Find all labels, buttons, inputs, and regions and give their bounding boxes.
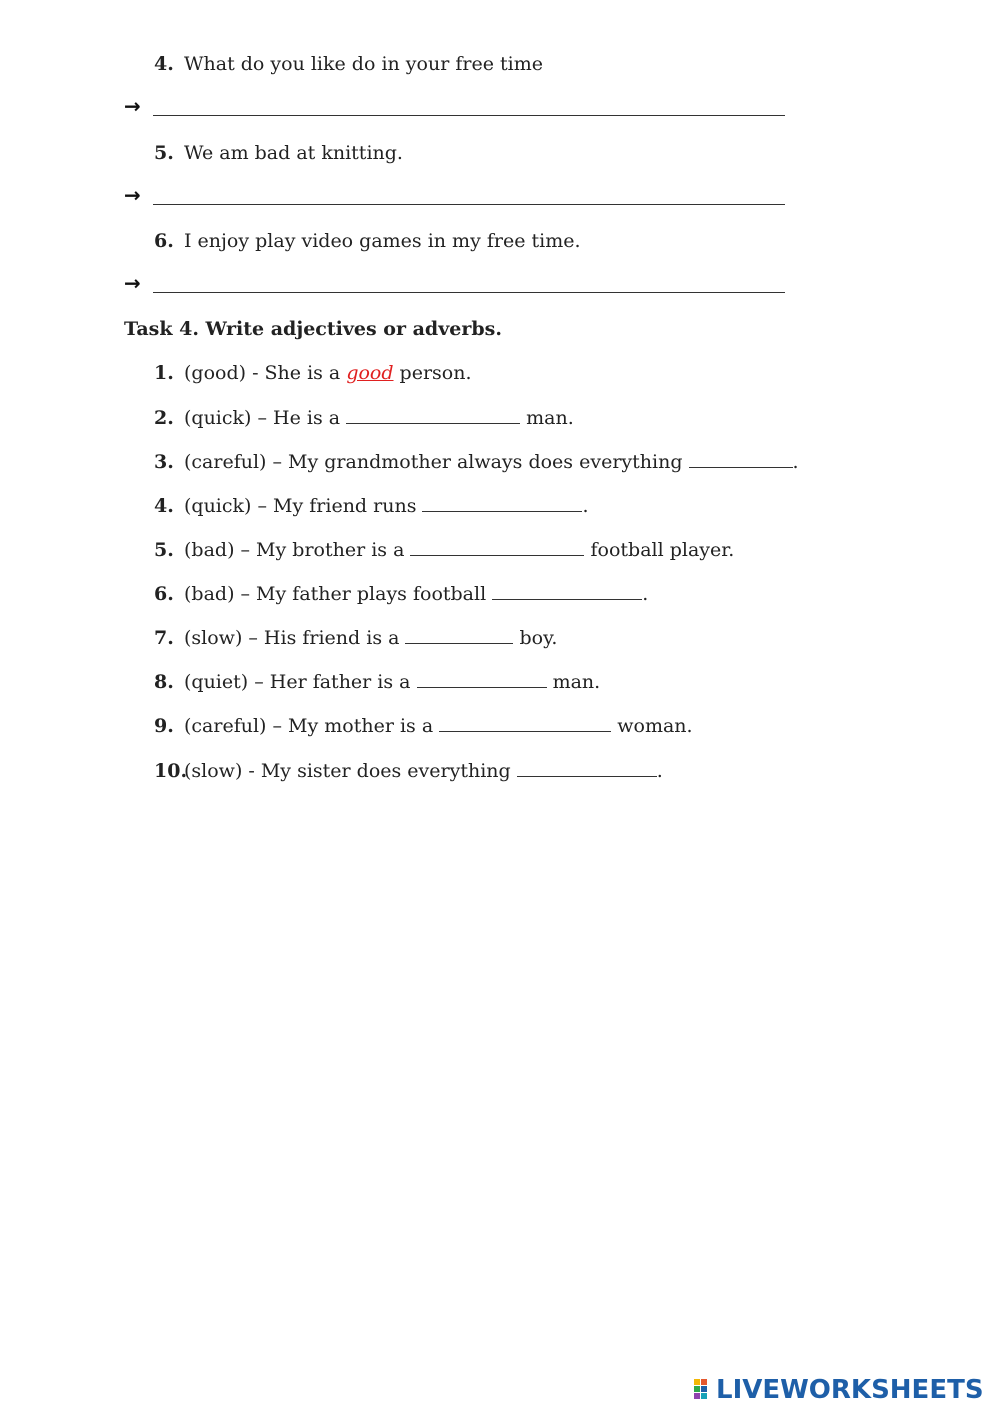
answer-row-5 [124,184,794,208]
task4-item-10 [154,758,663,783]
answer-blank-3[interactable] [689,449,793,468]
item-text: We am bad at knitting. [184,142,403,164]
example-answer: good [346,362,394,384]
answer-input-5[interactable] [153,204,785,205]
item-suffix: person. [393,362,472,384]
item-number: 7. [154,627,174,649]
answer-input-4[interactable] [153,115,785,116]
arrow-right-icon: → [124,94,141,118]
answer-blank-7[interactable] [405,625,513,644]
item-suffix: woman. [611,715,693,737]
task4-item-4 [154,493,589,518]
rewrite-item-5 [154,141,403,165]
item-text: What do you like do in your free time [184,53,543,75]
answer-blank-2[interactable] [346,405,520,424]
answer-blank-6[interactable] [492,581,642,600]
task-4-heading: Task 4. Write adjectives or adverbs. [124,318,502,340]
item-number: 3. [154,451,174,473]
task4-item-2 [154,405,574,430]
task4-item-3 [154,449,799,474]
task4-item-9 [154,713,693,738]
task4-item-5 [154,537,734,562]
item-number: 1. [154,362,174,384]
answer-blank-8[interactable] [417,669,547,688]
item-prompt: (quick) – My friend runs [184,495,423,517]
item-number: 9. [154,715,174,737]
item-suffix: man. [520,407,574,429]
item-prompt: (bad) – My brother is a [184,539,411,561]
item-prompt: (good) - She is a [184,362,347,384]
item-prompt: (careful) – My grandmother always does everything [184,451,689,473]
task4-item-8 [154,669,600,694]
logo-mark-icon [694,1379,714,1401]
item-suffix: football player. [584,539,735,561]
arrow-right-icon: → [124,183,141,207]
task4-item-1 [154,361,472,385]
item-suffix: boy. [513,627,558,649]
rewrite-item-4 [154,52,543,76]
item-number: 4. [154,53,174,75]
logo-text: LIVEWORKSHEETS [716,1375,984,1405]
item-number: 5. [154,539,174,561]
item-suffix: . [642,583,649,605]
item-suffix: . [656,760,663,782]
task4-item-6 [154,581,648,606]
answer-row-4 [124,95,794,119]
answer-blank-10[interactable] [517,758,657,777]
item-prompt: (careful) – My mother is a [184,715,440,737]
item-prompt: (quiet) – Her father is a [184,671,417,693]
item-prompt: (slow) – His friend is a [184,627,406,649]
item-suffix: . [582,495,589,517]
item-number: 4. [154,495,174,517]
item-number: 6. [154,583,174,605]
item-suffix: man. [546,671,601,693]
item-text: I enjoy play video games in my free time. [184,230,581,252]
task4-item-7 [154,625,557,650]
answer-blank-5[interactable] [410,537,584,556]
item-prompt: (quick) – He is a [184,407,347,429]
rewrite-item-6 [154,229,581,253]
item-number: 6. [154,230,174,252]
item-prompt: (bad) – My father plays football [184,583,493,605]
item-number: 10. [154,760,188,782]
answer-blank-4[interactable] [422,493,582,512]
arrow-right-icon: → [124,271,141,295]
item-number: 2. [154,407,174,429]
answer-row-6 [124,272,794,296]
item-suffix: . [792,451,799,473]
item-number: 8. [154,671,174,693]
answer-blank-9[interactable] [439,713,611,732]
item-number: 5. [154,142,174,164]
answer-input-6[interactable] [153,292,785,293]
item-prompt: (slow) - My sister does everything [184,760,517,782]
